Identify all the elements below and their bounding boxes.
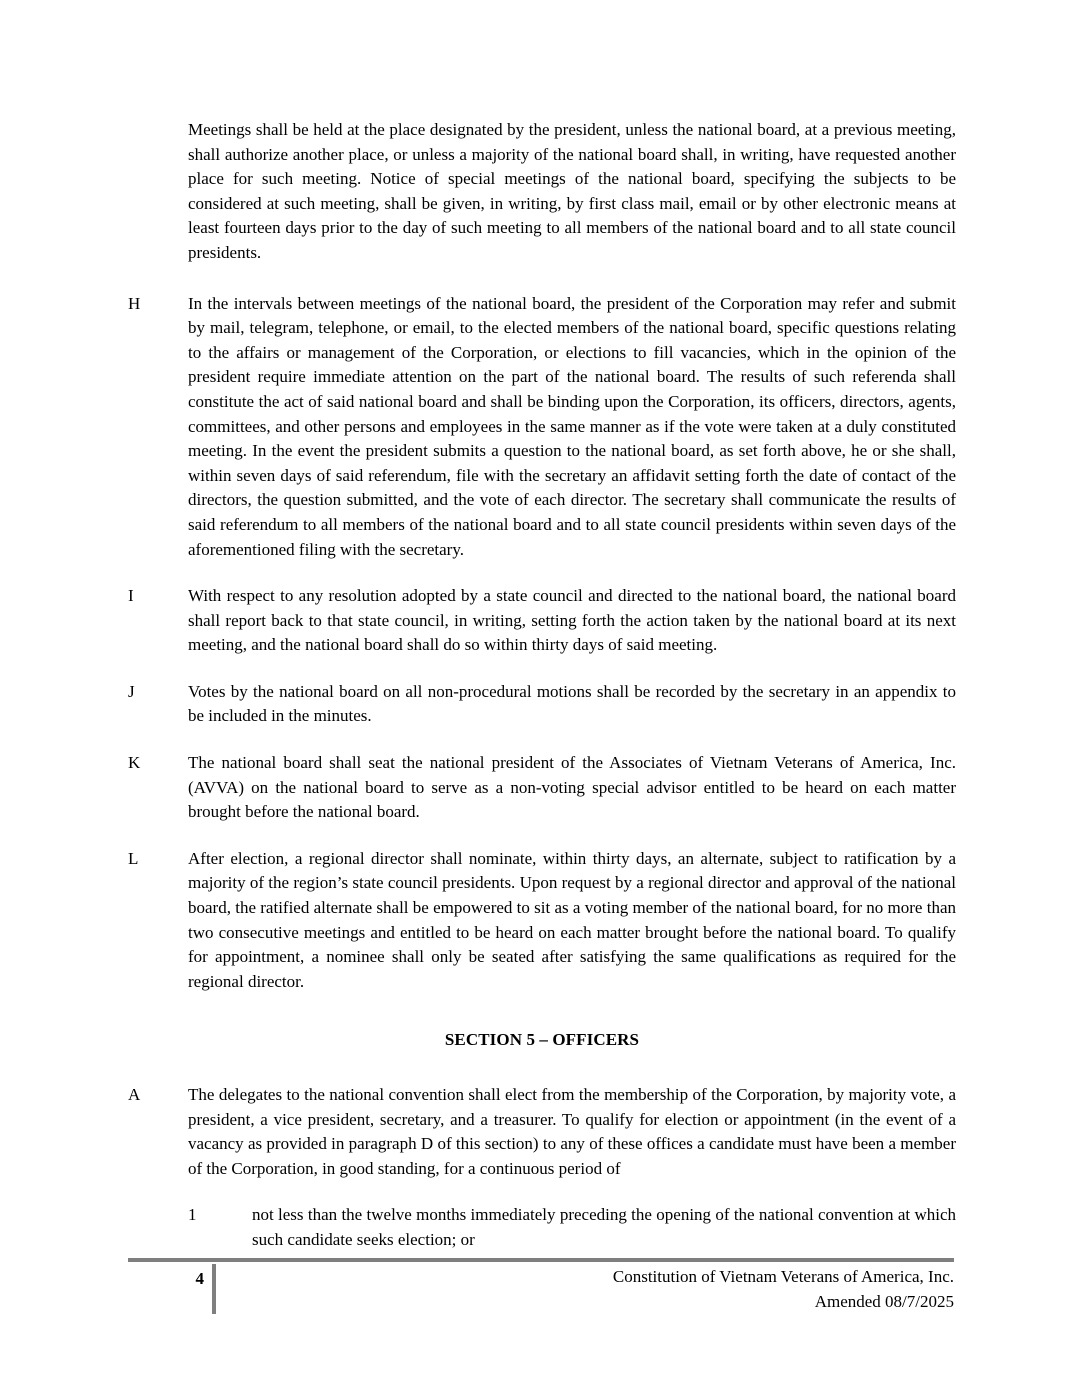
paragraph-k — [128, 751, 956, 825]
paragraph-k-text: The national board shall seat the national president of the Associates of Vietnam Veterans of America, Inc. (AVVA) on the national board to serve as a non-voting special advisor entitled to be heard on each matter brought before the national board. — [188, 753, 956, 822]
footer-vertical-divider — [212, 1264, 216, 1314]
paragraph-l — [128, 847, 956, 995]
paragraph-l-text: After election, a regional director shall nominate, within thirty days, an alternate, subject to ratification by a majority of the region’s state council presidents. Upon request by a regional director and approval of the national board, the ratified alternate shall be empowered to sit as a voting member of the national board, for no more than two consecutive meetings and entitled to be heard on each matter brought before the national board. To qualify for appointment, a nominee shall only be seated after satisfying the same qualifications as required for the regional director. — [188, 848, 956, 991]
footer-document-title — [613, 1264, 954, 1314]
sub-item-1-label: 1 — [188, 1205, 197, 1225]
paragraph-a-text: The delegates to the national convention shall elect from the membership of the Corporation, by majority vote, a president, a vice president, secretary, and a treasurer. To qualify for election or appointment (in the event of a vacancy as provided in paragraph D of this section) to any of these offices a candidate must have been a member of the Corporation, in good standing, for a continuous period of — [188, 1085, 956, 1178]
page-footer — [128, 1258, 954, 1322]
paragraph-k-label: K — [128, 753, 141, 773]
paragraph-h-text: In the intervals between meetings of the national board, the president of the Corporation may refer and submit by mail, telegram, telephone, or email, to the elected members of the national board, specific questions relating to the affairs or management of the Corporation, or elections to fill vacancies, which in the opinion of the president require immediate attention on the part of the national board. The results of such referenda shall constitute the act of said national board and shall be binding upon the Corporation, its officers, directors, agents, committees, and other persons and employees in the same manner as if the vote were taken at a duly constituted meeting. In the event the president submits a question to the national board, as set forth above, he or she shall, within seven days of said referendum, file with the secretary an affidavit setting forth the date of contact of the directors, the question submitted, and the vote of each director. The secretary shall communicate the results of said referendum to all members of the national board and to all state council presidents within seven days of the aforementioned filing with the secretary. — [188, 293, 956, 559]
paragraph-h — [128, 292, 956, 563]
paragraph-j — [128, 680, 956, 729]
paragraph-h-label: H — [128, 293, 141, 313]
section-heading: SECTION 5 – OFFICERS — [444, 1030, 640, 1050]
sub-item-1 — [188, 1203, 956, 1252]
paragraph-a — [128, 1083, 956, 1181]
page-content — [128, 118, 956, 1253]
footer-title-line: Constitution of Vietnam Veterans of America, Inc. — [612, 1267, 954, 1286]
paragraph-lead — [128, 118, 956, 266]
paragraph-i-label: I — [128, 586, 134, 606]
sub-item-1-text: not less than the twelve months immediately preceding the opening of the national convention at which such candidate seeks election; or — [252, 1205, 956, 1249]
footer-body — [128, 1262, 954, 1322]
paragraph-l-label: L — [128, 848, 139, 868]
paragraph-j-text: Votes by the national board on all non-procedural motions shall be recorded by the secretary in an appendix to be included in the minutes. — [188, 681, 956, 726]
paragraph-j-label: J — [128, 681, 135, 701]
paragraph-a-label: A — [128, 1085, 141, 1104]
paragraph-lead-text: Meetings shall be held at the place designated by the president, unless the national board, at a previous meeting, shall authorize another place, or unless a majority of the national board shall, in writing, have requested another place for such meeting. Notice of special meetings of the national board, specifying the subjects to be considered at such meeting, shall be given, in writing, by first class mail, email or by other electronic means at least fourteen days prior to the day of such meeting to all members of the national board and to all state council presidents. — [188, 120, 956, 262]
paragraph-i — [128, 584, 956, 658]
paragraph-i-text: With respect to any resolution adopted by a state council and directed to the national board, the national board shall report back to that state council, in writing, setting forth the action taken by the national board at its next meeting, and the national board shall do so within thirty days of said meeting. — [188, 586, 956, 655]
footer-page-number: 4 — [195, 1269, 204, 1288]
footer-amended-line: Amended 08/7/2025 — [814, 1292, 954, 1311]
